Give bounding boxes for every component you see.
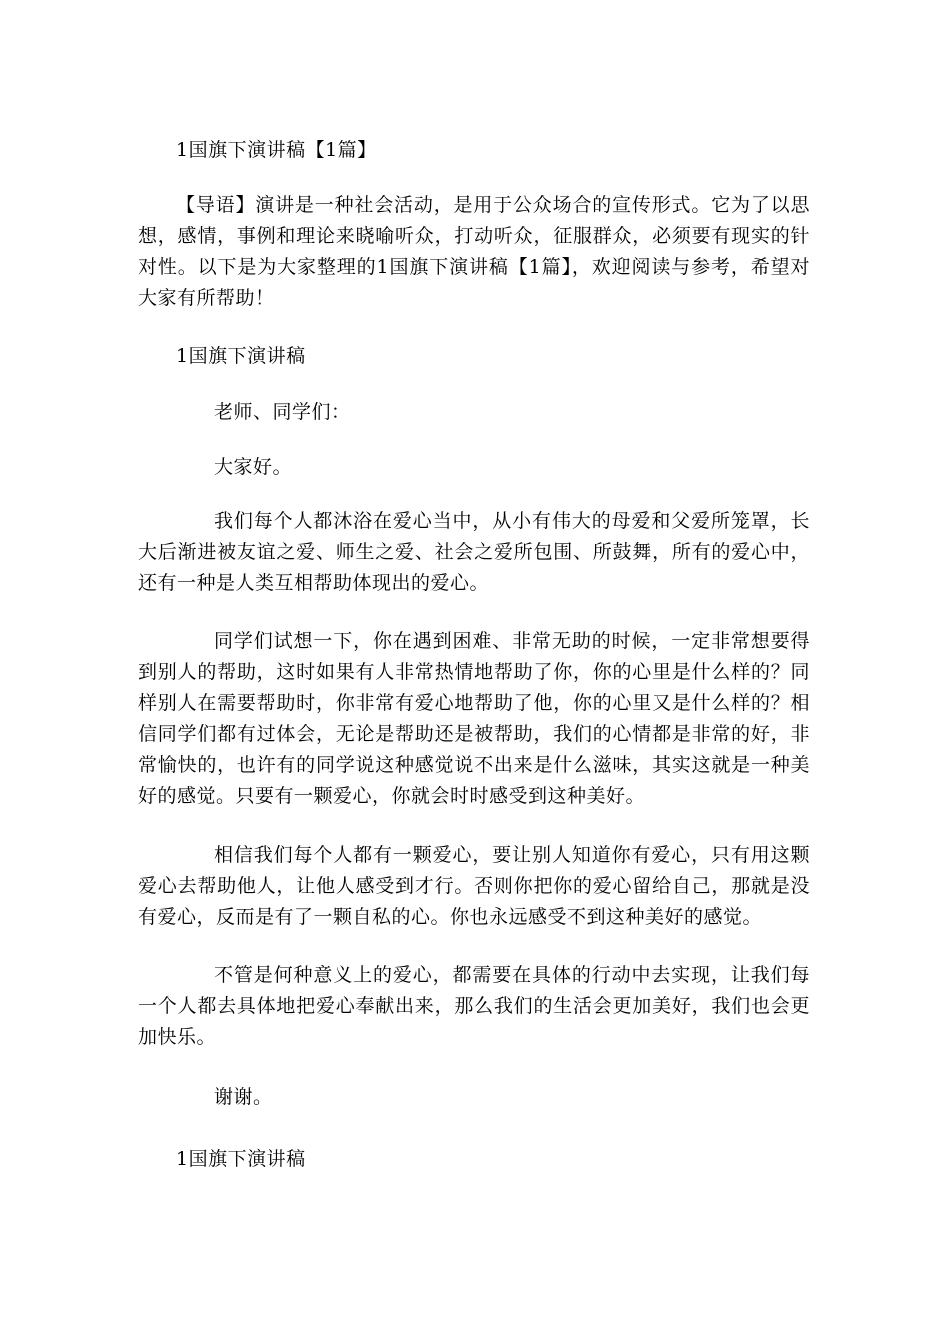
page-title: 1国旗下演讲稿【1篇】 <box>176 139 377 161</box>
salutation: 老师、同学们： <box>214 401 351 423</box>
section-heading: 1国旗下演讲稿 <box>176 345 306 367</box>
body-paragraph-3: 相信我们每个人都有一颗爱心，要让别人知道你有爱心，只有用这颗爱心去帮助他人，让他人感受到才行。否则你把你的爱心留给自己，那就是没有爱心，反而是有了一颗自私的心。你也永远感受不到这种美好的感觉。 <box>138 844 810 928</box>
greeting: 大家好。 <box>214 456 293 478</box>
next-section-heading: 1国旗下演讲稿 <box>176 1148 306 1170</box>
closing: 谢谢。 <box>214 1086 273 1108</box>
body-paragraph-4: 不管是何种意义上的爱心，都需要在具体的行动中去实现，让我们每一个人都去具体地把爱心奉献出来，那么我们的生活会更加美好，我们也会更加快乐。 <box>138 964 810 1048</box>
intro-paragraph: 【导语】演讲是一种社会活动，是用于公众场合的宣传形式。它为了以思想，感情，事例和理论来晓喻听众，打动听众，征服群众，必须要有现实的针对性。以下是为大家整理的1国旗下演讲稿【1篇】，欢迎阅读与参考，希望对大家有所帮助！ <box>138 194 810 309</box>
body-paragraph-2: 同学们试想一下，你在遇到困难、非常无助的时候，一定非常想要得到别人的帮助，这时如果有人非常热情地帮助了你，你的心里是什么样的？同样别人在需要帮助时，你非常有爱心地帮助了他，你的心里又是什么样的？相信同学们都有过体会，无论是帮助还是被帮助，我们的心情都是非常的好，非常愉快的，也许有的同学说这种感觉说不出来是什么滋味，其实这就是一种美好的感觉。只要有一颗爱心，你就会时时感受到这种美好。 <box>138 630 810 807</box>
body-paragraph-1: 我们每个人都沐浴在爱心当中，从小有伟大的母爱和父爱所笼罩，长大后渐进被友谊之爱、师生之爱、社会之爱所包围、所鼓舞，所有的爱心中，还有一种是人类互相帮助体现出的爱心。 <box>138 510 810 594</box>
